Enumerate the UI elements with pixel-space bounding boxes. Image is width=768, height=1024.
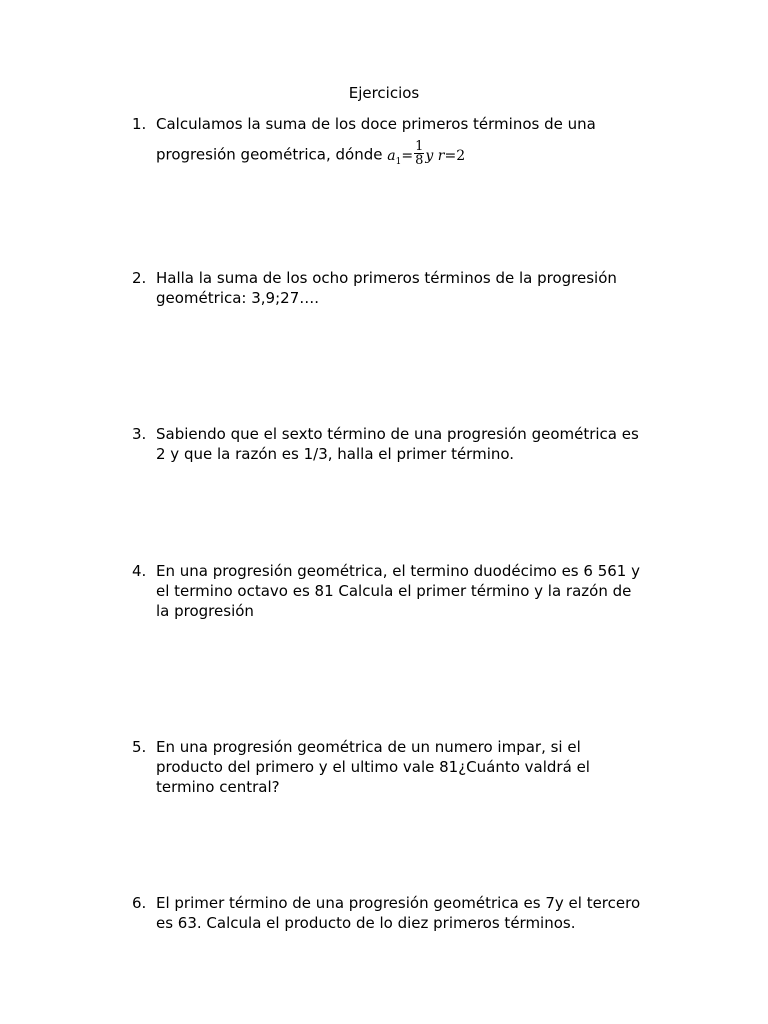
exercise-number: 2. (132, 269, 147, 287)
formula-equals: = (401, 147, 414, 164)
page-title: Ejercicios (348, 84, 420, 102)
exercise-line: el termino octavo es 81 Calcula el primer término y la razón de (156, 582, 632, 600)
fraction-numerator: 1 (415, 139, 424, 154)
formula-subscript: 1 (395, 156, 402, 167)
exercise-line: es 63. Calcula el producto de lo diez primeros términos. (156, 914, 576, 932)
exercise-line: geométrica: 3,9;27…. (156, 289, 320, 307)
exercise-line: Calculamos la suma de los doce primeros términos de una (156, 115, 596, 133)
exercise-line: Sabiendo que el sexto término de una progresión geométrica es (156, 425, 639, 443)
exercise-line: El primer término de una progresión geométrica es 7y el tercero (156, 894, 641, 912)
exercise-1 (132, 114, 672, 171)
exercise-line: termino central? (156, 778, 280, 796)
formula (387, 139, 466, 168)
exercise-line: En una progresión geométrica de un numero impar, si el (156, 738, 581, 756)
exercise-line: producto del primero y el ultimo vale 81¿Cuánto valdrá el (156, 758, 590, 776)
formula-fraction (414, 140, 424, 167)
exercise-number: 1. (132, 115, 147, 133)
exercise-3 (132, 424, 672, 464)
exercise-4 (132, 561, 672, 621)
exercise-text (156, 893, 672, 933)
exercise-line: Halla la suma de los ocho primeros términos de la progresión (156, 269, 617, 287)
exercise-line: la progresión (156, 602, 254, 620)
exercise-number: 3. (132, 425, 147, 443)
exercise-number: 6. (132, 894, 147, 912)
exercise-text (156, 114, 672, 171)
formula-var-r: r (437, 147, 445, 164)
exercise-5 (132, 737, 672, 797)
formula-var-a: a (387, 147, 396, 164)
formula-line (156, 139, 672, 171)
exercise-number: 5. (132, 738, 147, 756)
formula-equals-2: = (444, 147, 457, 164)
formula-and: y (425, 147, 434, 164)
formula-prefix: progresión geométrica, dónde (156, 145, 383, 164)
exercise-line: En una progresión geométrica, el termino duodécimo es 6 561 y (156, 562, 640, 580)
exercise-text (156, 561, 672, 621)
exercise-text (156, 268, 672, 308)
exercise-2 (132, 268, 672, 308)
formula-value: 2 (456, 147, 466, 164)
exercise-6 (132, 893, 672, 933)
exercise-text (156, 424, 672, 464)
exercise-number: 4. (132, 562, 147, 580)
exercise-text (156, 737, 672, 797)
fraction-denominator: 8 (415, 153, 424, 168)
exercise-line: 2 y que la razón es 1/3, halla el primer término. (156, 445, 515, 463)
